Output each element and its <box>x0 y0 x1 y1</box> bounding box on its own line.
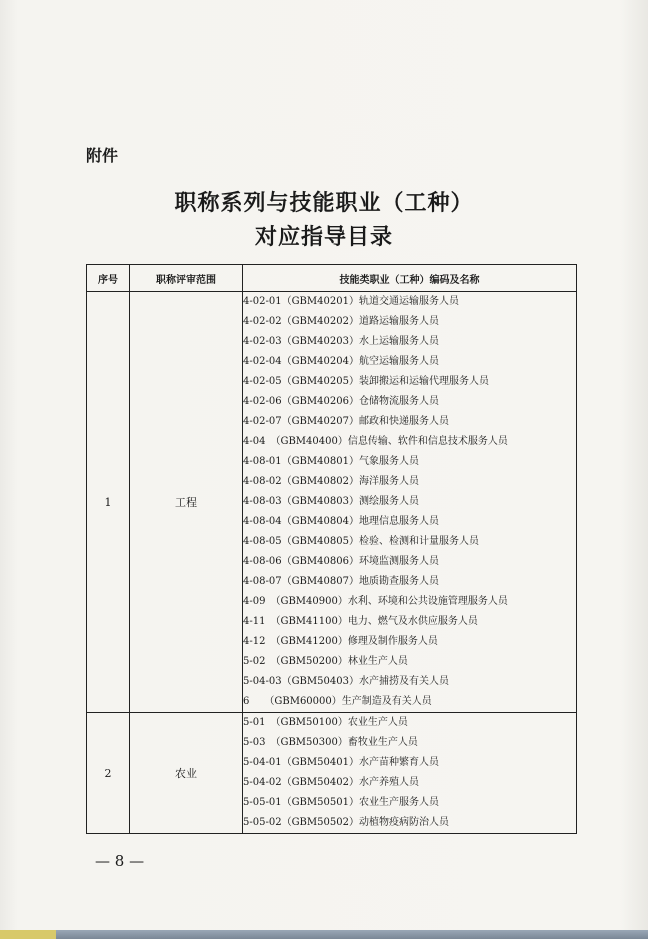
table-row <box>87 292 577 713</box>
review-scope: 农业 <box>130 713 243 834</box>
occupation-item: 6 （GBM60000）生产制造及有关人员 <box>243 696 432 707</box>
taskbar-start-button[interactable] <box>0 930 56 939</box>
occupation-item: 4-08-02（GBM40802）海洋服务人员 <box>243 476 419 487</box>
occupation-item: 4-08-01（GBM40801）气象服务人员 <box>243 456 419 467</box>
occupation-item: 4-08-03（GBM40803）测绘服务人员 <box>243 496 419 507</box>
occupation-list <box>243 292 577 713</box>
occupation-item: 4-02-02（GBM40202）道路运输服务人员 <box>243 316 439 327</box>
document-title-line2: 对应指导目录 <box>254 225 393 250</box>
row-number: 2 <box>87 713 130 834</box>
taskbar <box>0 930 648 939</box>
review-scope: 工程 <box>130 292 243 713</box>
occupation-item: 4-02-07（GBM40207）邮政和快递服务人员 <box>243 416 449 427</box>
occupation-list <box>243 713 577 834</box>
occupation-item: 4-02-03（GBM40203）水上运输服务人员 <box>243 336 439 347</box>
occupation-item: 4-09 （GBM40900）水利、环境和公共设施管理服务人员 <box>243 596 508 607</box>
table-row <box>87 713 577 834</box>
occupation-item: 4-12 （GBM41200）修理及制作服务人员 <box>243 636 438 647</box>
occupation-item: 4-08-06（GBM40806）环境监测服务人员 <box>243 556 439 567</box>
occupation-item: 4-08-05（GBM40805）检验、检测和计量服务人员 <box>243 536 479 547</box>
occupation-item: 4-02-06（GBM40206）仓储物流服务人员 <box>243 396 439 407</box>
occupation-item: 4-04 （GBM40400）信息传输、软件和信息技术服务人员 <box>243 436 508 447</box>
catalog-table <box>86 264 577 834</box>
occupation-item: 5-04-03（GBM50403）水产捕捞及有关人员 <box>243 676 449 687</box>
occupation-item: 5-01 （GBM50100）农业生产人员 <box>243 717 408 728</box>
occupation-item: 4-02-05（GBM40205）装卸搬运和运输代理服务人员 <box>243 376 489 387</box>
occupation-item: 5-05-02（GBM50502）动植物疫病防治人员 <box>243 817 449 828</box>
occupation-item: 4-08-04（GBM40804）地理信息服务人员 <box>243 516 439 527</box>
occupation-item: 5-04-01（GBM50401）水产苗种繁育人员 <box>243 757 439 768</box>
occupation-item: 4-02-04（GBM40204）航空运输服务人员 <box>243 356 439 367</box>
occupation-item: 5-03 （GBM50300）畜牧业生产人员 <box>243 737 418 748</box>
annex-label: 附件 <box>86 146 119 165</box>
header-occupations: 技能类职业（工种）编码及名称 <box>243 265 577 292</box>
occupation-item: 5-05-01（GBM50501）农业生产服务人员 <box>243 797 439 808</box>
page-number: — 8 — <box>95 852 145 870</box>
occupation-item: 5-02 （GBM50200）林业生产人员 <box>243 656 408 667</box>
occupation-item: 5-04-02（GBM50402）水产养殖人员 <box>243 777 419 788</box>
document-title-line1: 职称系列与技能职业（工种） <box>174 191 474 216</box>
header-no: 序号 <box>87 265 130 292</box>
table-header-row <box>87 265 577 292</box>
row-number: 1 <box>87 292 130 713</box>
occupation-item: 4-11 （GBM41100）电力、燃气及水供应服务人员 <box>243 616 478 627</box>
header-scope: 职称评审范围 <box>130 265 243 292</box>
occupation-item: 4-08-07（GBM40807）地质勘查服务人员 <box>243 576 439 587</box>
occupation-item: 4-02-01（GBM40201）轨道交通运输服务人员 <box>243 296 459 307</box>
